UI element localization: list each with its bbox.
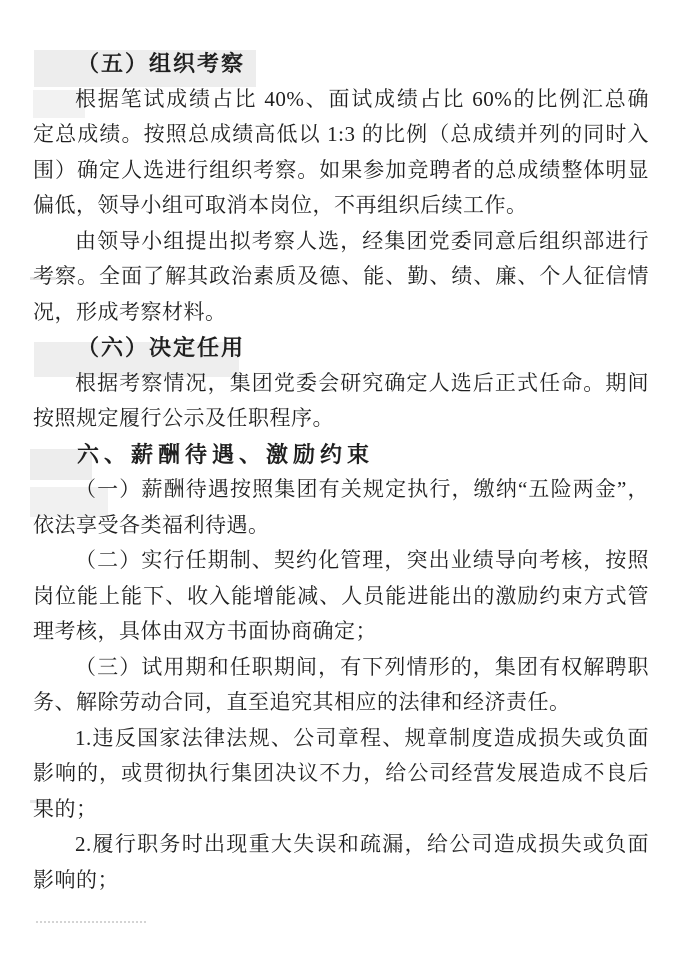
heading-chapter-6: 六、薪酬待遇、激励约束 [77, 441, 375, 467]
text-line: 定总成绩。按照总成绩高低以 1:3 的比例（总成绩并列的同时入 [33, 122, 649, 146]
text-line: 考察。全面了解其政治素质及德、能、勤、绩、廉、个人征信情 [33, 264, 649, 288]
scan-artifact [36, 921, 146, 923]
text-line: 依法享受各类福利待遇。 [33, 512, 270, 537]
heading-section-5: （五）组织考察 [77, 51, 246, 76]
text-line: 影响的，或贯彻执行集团决议不力，给公司经营发展造成不良后 [33, 761, 649, 785]
text-line: 偏低，领导小组可取消本岗位，不再组织后续工作。 [33, 193, 528, 217]
text-line: 根据考察情况，集团党委会研究确定人选后正式任命。期间 [75, 370, 649, 395]
text-line: 1.违反国家法律法规、公司章程、规章制度造成损失或负面 [75, 725, 649, 750]
text-line: 根据笔试成绩占比 40%、面试成绩占比 60%的比例汇总确 [75, 86, 649, 111]
text-line: 果的； [33, 796, 98, 821]
text-line: 务、解除劳动合同，直至追究其相应的法律和经济责任。 [33, 690, 571, 714]
document-text [33, 46, 649, 898]
text-line: 2.履行职务时出现重大失误和疏漏，给公司造成损失或负面 [75, 832, 649, 856]
text-line: （一）薪酬待遇按照集团有关规定执行，缴纳“五险两金”， [75, 477, 649, 501]
text-line: 影响的； [33, 867, 119, 892]
text-line: （三）试用期和任职期间，有下列情形的，集团有权解聘职 [75, 654, 649, 679]
text-line: 理考核，具体由双方书面协商确定； [33, 619, 377, 643]
text-line: 岗位能上能下、收入能增能减、人员能进能出的激励约束方式管 [33, 583, 649, 608]
text-line: 由领导小组提出拟考察人选，经集团党委同意后组织部进行 [75, 228, 649, 253]
text-line: 围）确定人选进行组织考察。如果参加竞聘者的总成绩整体明显 [33, 157, 649, 182]
heading-section-6: （六）决定任用 [77, 335, 246, 360]
text-line: （二）实行任期制、契约化管理，突出业绩导向考核，按照 [75, 548, 649, 572]
text-line: 况，形成考察材料。 [33, 299, 227, 324]
text-line: 按照规定履行公示及任职程序。 [33, 406, 334, 430]
